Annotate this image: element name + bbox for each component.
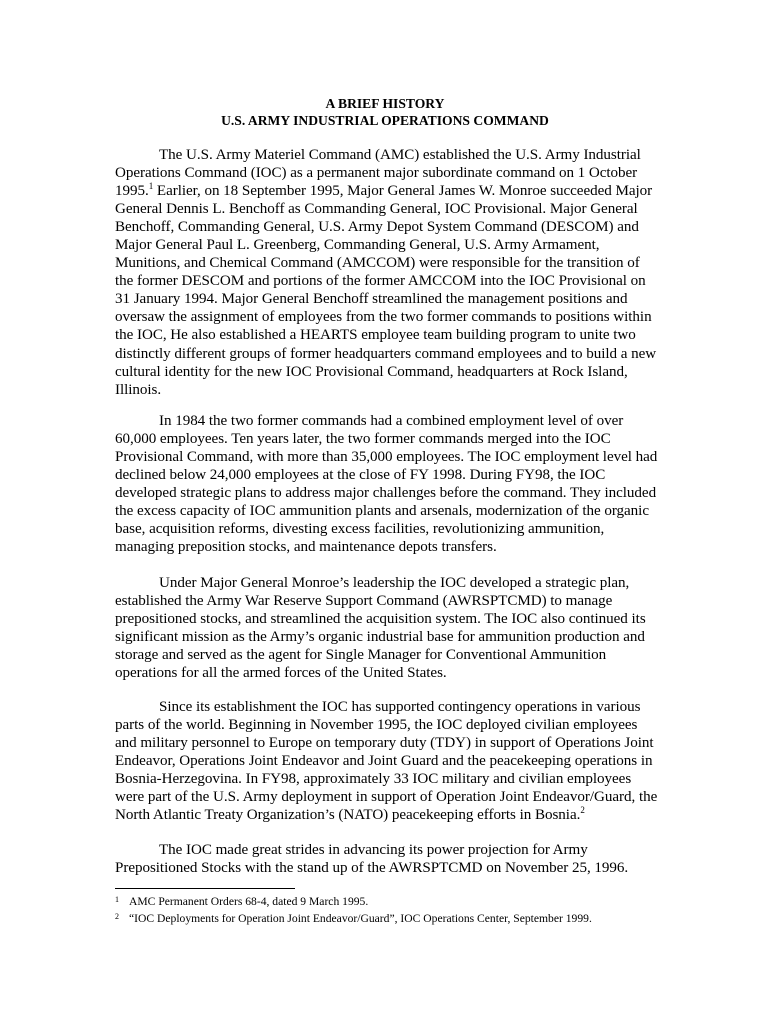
footnote-ref-1: 1 bbox=[148, 181, 154, 192]
paragraph-3: Under Major General Monroe’s leadership the IOC developed a strategic plan, established the Army War Reserve Support Command (AWRSPTCMD) to manage prepositioned stocks, and streamlined the acquisition system. The IOC also continued its significant mission as the Army’s organic industrial base for ammunition production and storage and served as the agent for Single Manager for Conventional Ammunition operations for all the armed forces of the United States. bbox=[115, 575, 646, 682]
footnote-2-text: “IOC Deployments for Operation Joint Endeavor/Guard”, IOC Operations Center, September 1999. bbox=[129, 912, 592, 925]
paragraph-2: In 1984 the two former commands had a combined employment level of over 60,000 employees. Ten years later, the two former commands merged into the IOC Provisional Command, with more than 35,000 employees. The IOC employment level had declined below 24,000 employees at the close of FY 1998. During FY98, the IOC developed strategic plans to address major challenges before the command. They included the excess capacity of IOC ammunition plants and arsenals, modernization of the organic base, acquisition reforms, divesting excess facilities, revolutionizing ammunition, managing preposition stocks, and maintenance depots transfers. bbox=[115, 413, 658, 556]
footnote-1-text: AMC Permanent Orders 68-4, dated 9 March 1995. bbox=[129, 895, 369, 908]
footnote-2: 2 “IOC Deployments for Operation Joint Endeavor/Guard”, IOC Operations Center, September 1999. bbox=[115, 912, 592, 925]
paragraph-1 bbox=[115, 146, 660, 399]
paragraph-4 bbox=[115, 698, 660, 824]
paragraph-4-text: Since its establishment the IOC has supported contingency operations in various parts of the world. Beginning in November 1995, the IOC deployed civilian employees and military personnel to Europe on temporary duty (TDY) in support of Operations Joint Endeavor, Operations Joint Endeavor and Joint Guard and the peacekeeping operations in Bosnia-Herzegovina. In FY98, approximately 33 IOC military and civilian employees were part of the U.S. Army deployment in support of Operation Joint Endeavor/Guard, the North Atlantic Treaty Organization’s (NATO) peacekeeping efforts in Bosnia. bbox=[115, 699, 658, 824]
paragraph-1-text-b: Earlier, on 18 September 1995, Major General James W. Monroe succeeded Major General Dennis L. Benchoff as Commanding General, IOC Provisional. Major General Benchoff, Commanding General, U.S. Army Depot System Command (DESCOM) and Major General Paul L. Greenberg, Commanding General, U.S. Army Armament, Munitions, and Chemical Command (AMCCOM) were responsible for the transition of the former DESCOM and portions of the former AMCCOM into the IOC Provisional on 31 January 1994. Major General Benchoff streamlined the management positions and oversaw the assignment of employees from the two former commands to positions within the IOC, He also established a HEARTS employee team building program to unite two distinctly different groups of former headquarters command employees and to build a new cultural identity for the new IOC Provisional Command, headquarters at Rock Island, Illinois. bbox=[115, 183, 657, 398]
footnote-divider bbox=[115, 888, 295, 889]
document-subtitle: U.S. ARMY INDUSTRIAL OPERATIONS COMMAND bbox=[221, 113, 549, 128]
paragraph-5: The IOC made great strides in advancing its power projection for Army Prepositioned Stocks with the stand up of the AWRSPTCMD on November 25, 1996. bbox=[115, 842, 629, 877]
footnote-ref-2: 2 bbox=[580, 805, 585, 816]
paragraph-1-text-a: The U.S. Army Materiel Command (AMC) established the U.S. Army Industrial Operations Command (IOC) as a permanent major subordinate command on 1 October 1995. bbox=[115, 147, 641, 200]
footnote-1: 1 AMC Permanent Orders 68-4, dated 9 March 1995. bbox=[115, 895, 369, 908]
document-title: A BRIEF HISTORY bbox=[325, 96, 445, 111]
